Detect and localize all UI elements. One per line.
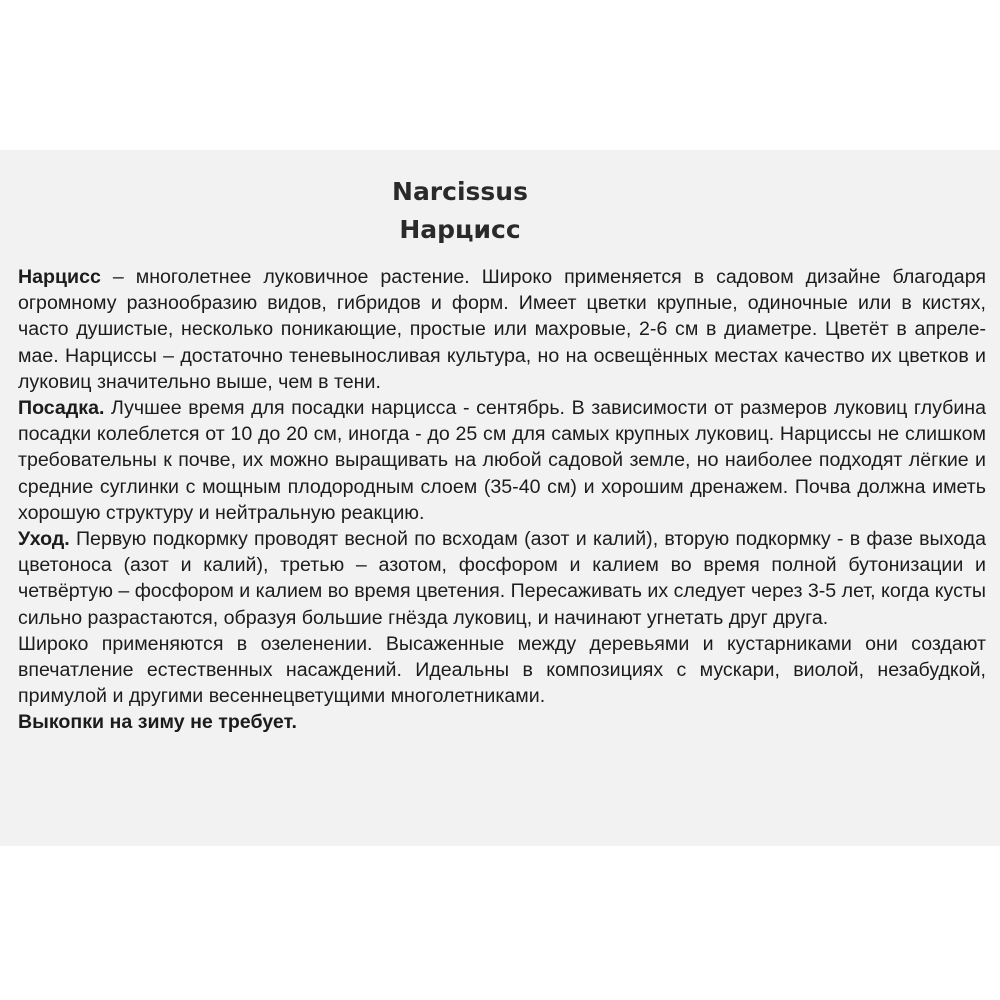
title-block	[0, 173, 920, 249]
closing-note: Выкопки на зиму не требует.	[18, 711, 297, 734]
care-lead: Уход.	[18, 528, 70, 551]
usage-paragraph: Широко применяются в озеленении. Высаженные между деревьями и кустарниками они создают впечатление естественных насаждений. Идеальны в композициях с мускари, виолой, незабудкой, примулой и другими весеннецветущими многолетниками.	[18, 632, 986, 708]
intro-text: – многолетнее луковичное растение. Широко применяется в садовом дизайне благодаря огромному разнообразию видов, гибридов и форм. Имеет цветки крупные, одиночные или в кистях, часто душистые, несколько поникающие, простые или махровые, 2-6 см в диаметре. Цветёт в апреле-мае. Нарциссы – достаточно теневыносливая культура, но на освещённых местах качество их цветков и луковиц значительно выше, чем в тени.	[18, 266, 986, 393]
russian-title: Нарцисс	[399, 215, 521, 244]
planting-lead: Посадка.	[18, 397, 105, 420]
latin-title: Narcissus	[392, 177, 528, 206]
care-paragraph	[18, 526, 986, 631]
planting-paragraph	[18, 395, 986, 526]
description-body	[18, 264, 986, 736]
planting-text: Лучшее время для посадки нарцисса - сентябрь. В зависимости от размеров луковиц глубина посадки колеблется от 10 до 20 см, иногда - до 25 см для самых крупных луковиц. Нарциссы не слишком требовательны к почве, их можно выращивать на любой садовой земле, но наиболее подходят лёгкие и средние суглинки с мощным плодородным слоем (35-40 см) и хорошим дренажем. Почва должна иметь хорошую структуру и нейтральную реакцию.	[18, 397, 986, 524]
intro-lead: Нарцисс	[18, 266, 101, 288]
intro-paragraph	[18, 264, 986, 395]
care-text: Первую подкормку проводят весной по всходам (азот и калий), вторую подкормку - в фазе выхода цветоноса (азот и калий), третью – азотом, фосфором и калием во время полной бутонизации и четвёртую – фосфором и калием во время цветения. Пересаживать их следует через 3-5 лет, когда кусты сильно разрастаются, образуя большие гнёзда луковиц, и начинают угнетать друг друга.	[18, 528, 986, 629]
